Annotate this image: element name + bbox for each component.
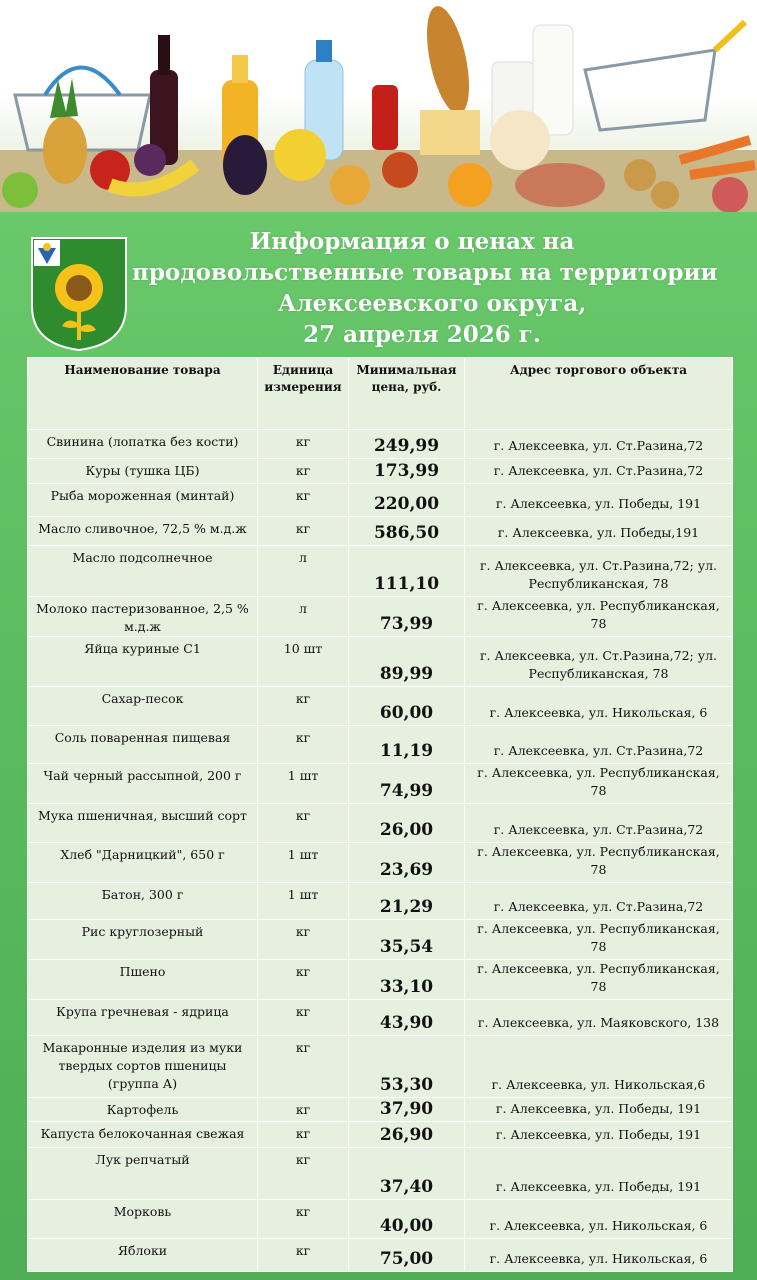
product-name-cell: Пшено [28, 960, 258, 1000]
unit-cell: кг [258, 1122, 349, 1148]
header-product-name: Наименование товара [28, 358, 258, 430]
address-cell: г. Алексеевка, ул. Победы, 191 [465, 1148, 733, 1200]
unit-cell: кг [258, 1000, 349, 1036]
product-name-cell: Яйца куриные С1 [28, 637, 258, 687]
unit-cell: кг [258, 517, 349, 546]
product-name-cell: Картофель [28, 1098, 258, 1122]
address-cell: г. Алексеевка, ул. Республиканская, 78 [465, 920, 733, 960]
address-cell: г. Алексеевка, ул. Ст.Разина,72 [465, 459, 733, 484]
unit-cell: кг [258, 1098, 349, 1122]
price-cell: 40,00 [349, 1200, 465, 1239]
unit-cell: кг [258, 1239, 349, 1272]
price-cell: 23,69 [349, 843, 465, 883]
product-name-cell: Яблоки [28, 1239, 258, 1272]
address-cell: г. Алексеевка, ул. Маяковского, 138 [465, 1000, 733, 1036]
product-name-cell: Соль поваренная пищевая [28, 726, 258, 764]
price-cell: 37,40 [349, 1148, 465, 1200]
table-row [28, 1000, 733, 1036]
table-row [28, 546, 733, 597]
price-cell: 43,90 [349, 1000, 465, 1036]
table-row [28, 459, 733, 484]
table-row [28, 726, 733, 764]
table-row [28, 597, 733, 637]
table-row [28, 960, 733, 1000]
table-row [28, 517, 733, 546]
unit-cell: кг [258, 726, 349, 764]
table-row [28, 1122, 733, 1148]
price-cell: 60,00 [349, 687, 465, 726]
price-cell: 11,19 [349, 726, 465, 764]
unit-cell: кг [258, 459, 349, 484]
price-cell: 35,54 [349, 920, 465, 960]
product-name-cell: Свинина (лопатка без кости) [28, 430, 258, 459]
table-row [28, 804, 733, 843]
table-row [28, 637, 733, 687]
product-name-cell: Рыба мороженная (минтай) [28, 484, 258, 517]
unit-cell: л [258, 546, 349, 597]
table-row [28, 883, 733, 920]
address-cell: г. Алексеевка, ул. Республиканская, 78 [465, 843, 733, 883]
address-cell: г. Алексеевка, ул. Республиканская, 78 [465, 764, 733, 804]
price-cell: 26,00 [349, 804, 465, 843]
shopping-cart-icon [585, 22, 745, 130]
address-cell: г. Алексеевка, ул. Победы, 191 [465, 484, 733, 517]
product-name-cell: Лук репчатый [28, 1148, 258, 1200]
address-cell: г. Алексеевка, ул. Ст.Разина,72 [465, 430, 733, 459]
unit-cell: л [258, 597, 349, 637]
unit-cell: 1 шт [258, 843, 349, 883]
price-cell: 21,29 [349, 883, 465, 920]
header-unit: Единица измерения [258, 358, 349, 430]
title-line: 27 апреля 2026 г. [303, 321, 541, 348]
header-store-address: Адрес торгового объекта [465, 358, 733, 430]
price-cell: 26,90 [349, 1122, 465, 1148]
product-name-cell: Батон, 300 г [28, 883, 258, 920]
table-row [28, 1239, 733, 1272]
product-name-cell: Рис круглозерный [28, 920, 258, 960]
address-cell: г. Алексеевка, ул. Республиканская, 78 [465, 960, 733, 1000]
address-cell: г. Алексеевка, ул. Никольская, 6 [465, 687, 733, 726]
table-row [28, 1148, 733, 1200]
price-cell: 37,90 [349, 1098, 465, 1122]
table-row [28, 1098, 733, 1122]
price-cell: 75,00 [349, 1239, 465, 1272]
unit-cell: кг [258, 1036, 349, 1098]
address-cell: г. Алексеевка, ул. Победы,191 [465, 517, 733, 546]
address-cell: г. Алексеевка, ул. Ст.Разина,72; ул. Республиканская, 78 [465, 546, 733, 597]
product-name-cell: Морковь [28, 1200, 258, 1239]
product-name-cell: Масло подсолнечное [28, 546, 258, 597]
price-cell: 74,99 [349, 764, 465, 804]
price-cell: 89,99 [349, 637, 465, 687]
unit-cell: кг [258, 920, 349, 960]
price-cell: 73,99 [349, 597, 465, 637]
unit-cell: 1 шт [258, 764, 349, 804]
table-row [28, 920, 733, 960]
unit-cell: кг [258, 1200, 349, 1239]
unit-cell: кг [258, 430, 349, 459]
address-cell: г. Алексеевка, ул. Ст.Разина,72 [465, 726, 733, 764]
product-name-cell: Макаронные изделия из муки твердых сортов пшеницы (группа А) [28, 1036, 258, 1098]
address-cell: г. Алексеевка, ул. Никольская,6 [465, 1036, 733, 1098]
unit-cell: кг [258, 960, 349, 1000]
price-cell: 249,99 [349, 430, 465, 459]
product-name-cell: Мука пшеничная, высший сорт [28, 804, 258, 843]
price-cell: 53,30 [349, 1036, 465, 1098]
coat-of-arms-sunflower-icon [30, 236, 128, 352]
unit-cell: кг [258, 687, 349, 726]
table-row [28, 687, 733, 726]
price-cell: 173,99 [349, 459, 465, 484]
address-cell: г. Алексеевка, ул. Победы, 191 [465, 1122, 733, 1148]
address-cell: г. Алексеевка, ул. Победы, 191 [465, 1098, 733, 1122]
unit-cell: 1 шт [258, 883, 349, 920]
groceries-banner-image [0, 0, 757, 214]
table-row [28, 484, 733, 517]
product-name-cell: Хлеб "Дарницкий", 650 г [28, 843, 258, 883]
table-row [28, 764, 733, 804]
address-cell: г. Алексеевка, ул. Ст.Разина,72; ул. Республиканская, 78 [465, 637, 733, 687]
address-cell: г. Алексеевка, ул. Республиканская, 78 [465, 597, 733, 637]
table-header-row [28, 358, 733, 430]
table-row [28, 430, 733, 459]
address-cell: г. Алексеевка, ул. Никольская, 6 [465, 1239, 733, 1272]
table-row [28, 1200, 733, 1239]
product-name-cell: Куры (тушка ЦБ) [28, 459, 258, 484]
product-name-cell: Капуста белокочанная свежая [28, 1122, 258, 1148]
price-cell: 33,10 [349, 960, 465, 1000]
table-row [28, 1036, 733, 1098]
unit-cell: кг [258, 804, 349, 843]
price-cell: 220,00 [349, 484, 465, 517]
product-name-cell: Крупа гречневая - ядрица [28, 1000, 258, 1036]
product-name-cell: Чай черный рассыпной, 200 г [28, 764, 258, 804]
header-min-price: Минимальная цена, руб. [349, 358, 465, 430]
unit-cell: кг [258, 1148, 349, 1200]
product-name-cell: Масло сливочное, 72,5 % м.д.ж [28, 517, 258, 546]
address-cell: г. Алексеевка, ул. Ст.Разина,72 [465, 883, 733, 920]
price-cell: 111,10 [349, 546, 465, 597]
unit-cell: 10 шт [258, 637, 349, 687]
groceries-illustration [0, 0, 757, 214]
product-name-cell: Молоко пастеризованное, 2,5 % м.д.ж [28, 597, 258, 637]
title-line: Алексеевского округа, [277, 290, 587, 317]
price-table [27, 357, 733, 1272]
product-name-cell: Сахар-песок [28, 687, 258, 726]
poster-title [132, 226, 718, 350]
address-cell: г. Алексеевка, ул. Никольская, 6 [465, 1200, 733, 1239]
address-cell: г. Алексеевка, ул. Ст.Разина,72 [465, 804, 733, 843]
title-line: продовольственные товары на территории [132, 259, 718, 286]
unit-cell: кг [258, 484, 349, 517]
table-row [28, 843, 733, 883]
title-line: Информация о ценах на [249, 228, 575, 255]
price-cell: 586,50 [349, 517, 465, 546]
